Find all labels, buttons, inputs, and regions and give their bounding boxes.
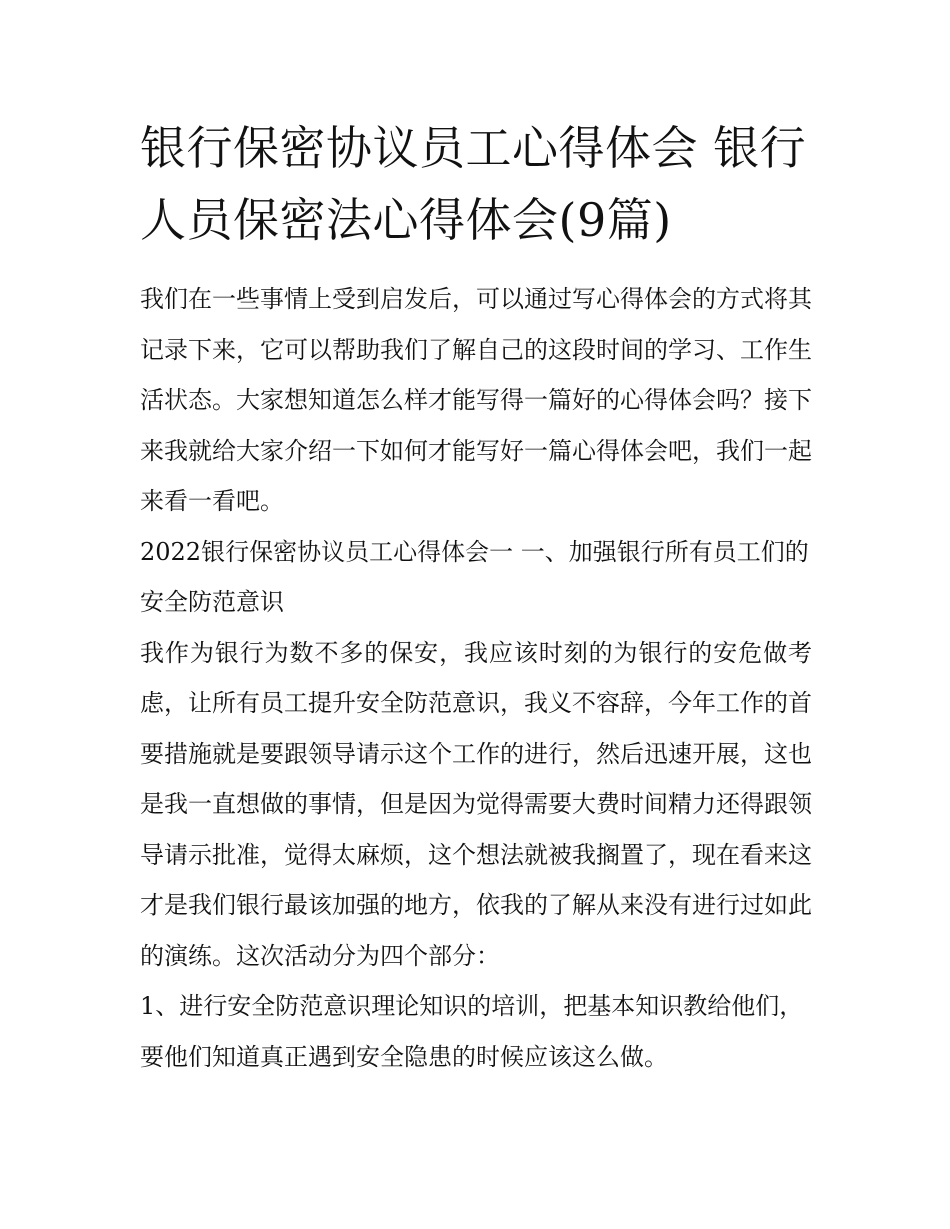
document-title: 银行保密协议员工心得体会 银行人员保密法心得体会(9篇) xyxy=(140,121,807,247)
body-paragraph: 我作为银行为数不多的保安，我应该时刻的为银行的安危做考虑，让所有员工提升安全防范意识，我义不容辞，今年工作的首要措施就是要跟领导请示这个工作的进行，然后迅速开展，这也是我一直想做的事情，但是因为觉得需要大费时间精力还得跟领导请示批准，觉得太麻烦，这个想法就被我搁置了，现在看来这才是我们银行最该加强的地方，依我的了解从来没有进行过如此的演练。这次活动分为四个部分： xyxy=(140,638,812,970)
document-page xyxy=(140,112,812,1082)
intro-paragraph: 我们在一些事情上受到启发后，可以通过写心得体会的方式将其记录下来，它可以帮助我们了解自己的这段时间的学习、工作生活状态。大家想知道怎么样才能写得一篇好的心得体会吗？接下来我就给大家介绍一下如何才能写好一篇心得体会吧，我们一起来看一看吧。 xyxy=(140,285,812,515)
section-heading: 2022银行保密协议员工心得体会一 一、加强银行所有员工们的安全防范意识 xyxy=(140,537,809,616)
list-item: 1、进行安全防范意识理论知识的培训，把基本知识教给他们，要他们知道真正遇到安全隐患的时候应该这么做。 xyxy=(140,992,804,1071)
